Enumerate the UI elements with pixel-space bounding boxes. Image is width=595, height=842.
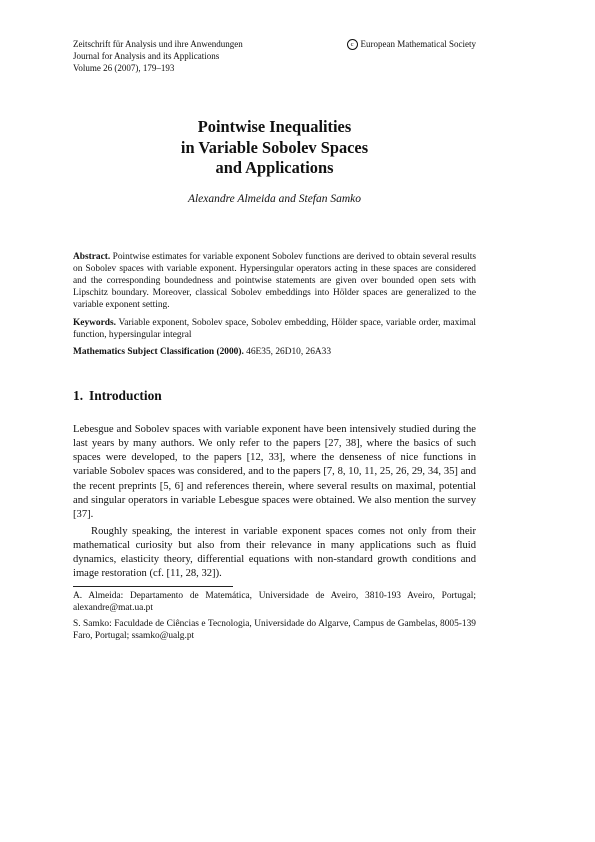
paragraph-1: Lebesgue and Sobolev spaces with variable exponent have been intensively studied during the last years by many authors. We only refer to the papers [27, 38], where the basics of such spaces were developed, to the papers [12, 33], where the denseness of nice functions in variable Sobolev spaces was considered, and to the papers [7, 8, 10, 11, 25, 26, 29, 34, 35] and the recent preprints [5, 6] and references therein, where several results on maximal, potential and singular operators in variable Lebesgue spaces were obtained. We also mention the survey [37].	[73, 424, 476, 520]
title-line-1: Pointwise Inequalities	[197, 117, 352, 136]
copyright-notice	[347, 38, 476, 50]
footnote-samko: S. Samko: Faculdade de Ciências e Tecnologia, Universidade do Algarve, Campus de Gambelas, 8005-139 Faro, Portugal; ssamko@ualg.pt	[73, 618, 476, 642]
section-number: 1.	[73, 388, 84, 404]
title-line-2: in Variable Sobolev Spaces	[180, 137, 369, 157]
msc-classification	[73, 346, 476, 358]
section-title: Introduction	[89, 388, 162, 404]
journal-name-de: Zeitschrift für Analysis und ihre Anwendungen	[73, 39, 243, 49]
keywords	[73, 317, 476, 341]
paper-title	[73, 117, 476, 179]
footnote-almeida: A. Almeida: Departamento de Matemática, Universidade de Aveiro, 3810-193 Aveiro, Portugal; alexandre@mat.ua.pt	[73, 591, 476, 614]
journal-name-en: Journal for Analysis and its Applications	[73, 51, 220, 61]
msc-codes: 46E35, 26D10, 26A33	[246, 346, 332, 357]
title-line-3: and Applications	[215, 158, 334, 177]
abstract-label: Abstract.	[73, 251, 111, 262]
journal-volume: Volume 26 (2007), 179–193	[73, 63, 175, 73]
abstract	[73, 251, 476, 312]
msc-label: Mathematics Subject Classification (2000).	[73, 346, 244, 357]
footnote-rule	[73, 586, 233, 587]
journal-header	[73, 38, 476, 74]
paragraph-2: Roughly speaking, the interest in variable exponent spaces comes not only from their mathematical curiosity but also from their relevance in many applications such as fluid dynamics, elasticity theory, differential equations with non-standard growth conditions and image restoration (cf. [11, 28, 32]).	[73, 525, 476, 580]
abstract-text: Pointwise estimates for variable exponent Sobolev functions are derived to obtain several results on Sobolev spaces with variable exponent. Hypersingular operators acting in these spaces are considered and the corresponding boundedness and pointwise statements are given over bounded open sets with Lipschitz boundary. Moreover, classical Sobolev embeddings into Hölder spaces are generalized to the variable exponent setting.	[73, 251, 476, 311]
keywords-label: Keywords.	[73, 317, 116, 328]
paper-page	[73, 38, 476, 642]
keywords-text: Variable exponent, Sobolev space, Sobolev embedding, Hölder space, variable order, maximal function, hypersingular integral	[73, 317, 476, 340]
author-list: Alexandre Almeida and Stefan Samko	[187, 192, 362, 205]
copyright-text: European Mathematical Society	[360, 39, 476, 49]
section-heading	[73, 388, 476, 404]
copyright-icon: c	[347, 39, 358, 50]
